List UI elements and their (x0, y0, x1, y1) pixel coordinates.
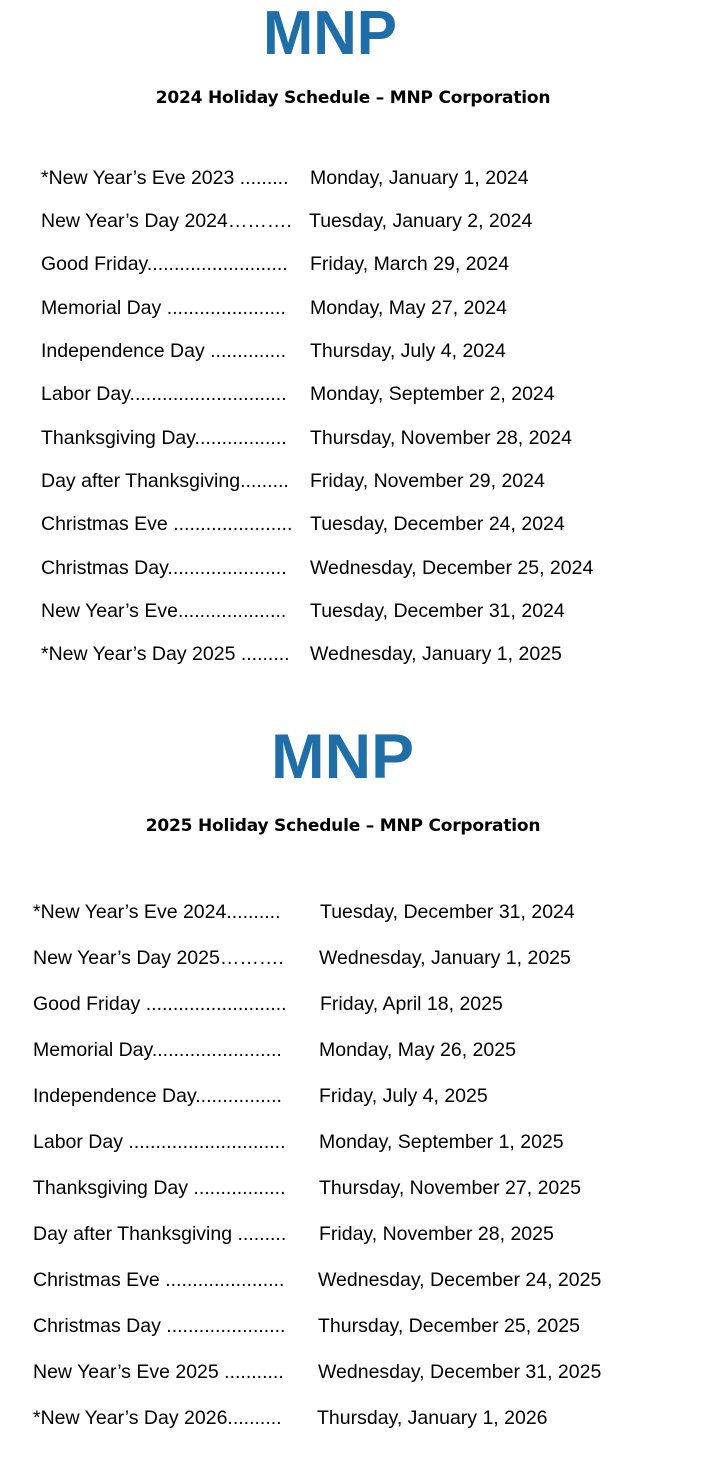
holiday-row (33, 1360, 602, 1384)
holiday-name: Day after Thanksgiving (33, 1223, 233, 1245)
holiday-row (33, 992, 503, 1016)
leader-dots: .............. (204, 340, 286, 362)
holiday-name: Day after Thanksgiving (41, 470, 241, 492)
holiday-row (41, 512, 565, 536)
holiday-date: Wednesday, January 1, 2025 (310, 643, 562, 665)
holiday-row (33, 1130, 564, 1154)
holiday-name: New Year’s Eve (41, 600, 178, 622)
leader-dots: ...................... (160, 1315, 286, 1337)
holiday-row (33, 1084, 488, 1108)
holiday-name: Independence Day (33, 1085, 196, 1107)
holiday-name: Christmas Eve (41, 513, 168, 535)
leader-dots: .......... (227, 1407, 282, 1429)
holiday-name: New Year’s Day 2025 (33, 947, 220, 969)
holiday-date: Tuesday, December 24, 2024 (310, 513, 565, 535)
holiday-name: Memorial Day (33, 1039, 152, 1061)
holiday-date: Wednesday, December 31, 2025 (318, 1361, 602, 1383)
leader-dots: ................. (188, 1177, 286, 1199)
holiday-row (41, 252, 510, 276)
holiday-row (41, 166, 529, 190)
holiday-name: *New Year’s Day 2026 (33, 1407, 228, 1429)
holiday-date: Monday, January 1, 2024 (310, 167, 529, 189)
holiday-row (33, 1406, 548, 1430)
holiday-date: Friday, July 4, 2025 (319, 1085, 488, 1107)
holiday-name: Christmas Day (33, 1315, 161, 1337)
holiday-date: Friday, April 18, 2025 (320, 993, 503, 1015)
leader-dots: ............................. (129, 383, 287, 405)
leader-dots: ………. (219, 947, 284, 969)
holiday-name: *New Year’s Day 2025 (41, 643, 236, 665)
leader-dots: ......... (234, 167, 289, 189)
holiday-name: Independence Day (41, 340, 205, 362)
holiday-date: Thursday, November 28, 2024 (310, 427, 572, 449)
holiday-name: Good Friday (41, 253, 147, 275)
leader-dots: ......... (235, 643, 290, 665)
leader-dots: ............................. (122, 1131, 286, 1153)
holiday-name: New Year’s Day 2024 (41, 210, 228, 232)
holiday-date: Thursday, December 25, 2025 (318, 1315, 580, 1337)
holiday-date: Monday, September 1, 2025 (319, 1131, 564, 1153)
holiday-row (33, 900, 575, 924)
holiday-name: Thanksgiving Day (33, 1177, 188, 1199)
holiday-row (33, 1314, 580, 1338)
holiday-row (41, 469, 545, 493)
leader-dots: ...................... (167, 513, 293, 535)
holiday-row (33, 1176, 581, 1200)
holiday-name: Labor Day (33, 1131, 123, 1153)
holiday-row (33, 1222, 554, 1246)
leader-dots: ...................... (161, 297, 286, 319)
leader-dots: .......................... (146, 253, 288, 275)
leader-dots: ......... (240, 470, 289, 492)
holiday-row (41, 642, 562, 666)
logo-text: MNP (263, 9, 397, 56)
holiday-name: Christmas Day (41, 557, 168, 579)
leader-dots: .......... (226, 901, 281, 923)
holiday-name: *New Year’s Eve 2023 (41, 167, 235, 189)
holiday-row (33, 1038, 516, 1062)
holiday-date: Tuesday, December 31, 2024 (320, 901, 575, 923)
leader-dots: ................ (195, 1085, 282, 1107)
mnp-logo (263, 9, 397, 56)
leader-dots: ………. (227, 210, 292, 232)
logo-text: MNP (271, 732, 414, 780)
leader-dots: ...................... (167, 557, 287, 579)
holiday-row (41, 382, 555, 406)
leader-dots: ........................ (151, 1039, 282, 1061)
holiday-date: Thursday, July 4, 2024 (310, 340, 506, 362)
holiday-date: Thursday, January 1, 2026 (317, 1407, 548, 1429)
holiday-name: Christmas Eve (33, 1269, 160, 1291)
mnp-logo (271, 732, 414, 780)
leader-dots: ................. (194, 427, 287, 449)
leader-dots: .......................... (140, 993, 287, 1015)
holiday-date: Monday, May 26, 2025 (319, 1039, 516, 1061)
holiday-date: Friday, March 29, 2024 (310, 253, 510, 275)
schedule-title: 2025 Holiday Schedule – MNP Corporation (145, 816, 541, 836)
holiday-date: Wednesday, December 25, 2024 (310, 557, 594, 579)
holiday-row (41, 339, 506, 363)
holiday-name: New Year’s Eve 2025 (33, 1361, 219, 1383)
leader-dots: ........... (218, 1361, 284, 1383)
holiday-date: Wednesday, December 24, 2025 (318, 1269, 602, 1291)
holiday-name: Labor Day (41, 383, 130, 405)
holiday-date: Tuesday, January 2, 2024 (309, 210, 533, 232)
holiday-row (41, 296, 507, 320)
leader-dots: .................... (177, 600, 287, 622)
holiday-row (41, 599, 565, 623)
mnp-logo-graphic (263, 9, 397, 56)
leader-dots: ......... (232, 1223, 287, 1245)
holiday-name: Thanksgiving Day (41, 427, 195, 449)
holiday-name: *New Year’s Eve 2024 (33, 901, 227, 923)
holiday-date: Tuesday, December 31, 2024 (310, 600, 565, 622)
holiday-date: Friday, November 28, 2025 (319, 1223, 554, 1245)
holiday-name: Memorial Day (41, 297, 162, 319)
holiday-row (33, 946, 571, 970)
holiday-row (41, 556, 594, 580)
holiday-date: Wednesday, January 1, 2025 (319, 947, 571, 969)
holiday-name: Good Friday (33, 993, 141, 1015)
holiday-row (41, 426, 572, 450)
mnp-logo-graphic (271, 732, 414, 780)
holiday-date: Monday, May 27, 2024 (310, 297, 507, 319)
schedule-title: 2024 Holiday Schedule – MNP Corporation (155, 88, 551, 108)
holiday-date: Thursday, November 27, 2025 (319, 1177, 581, 1199)
holiday-date: Monday, September 2, 2024 (310, 383, 555, 405)
holiday-date: Friday, November 29, 2024 (310, 470, 545, 492)
holiday-row (41, 209, 533, 233)
leader-dots: ...................... (159, 1269, 285, 1291)
holiday-row (33, 1268, 602, 1292)
